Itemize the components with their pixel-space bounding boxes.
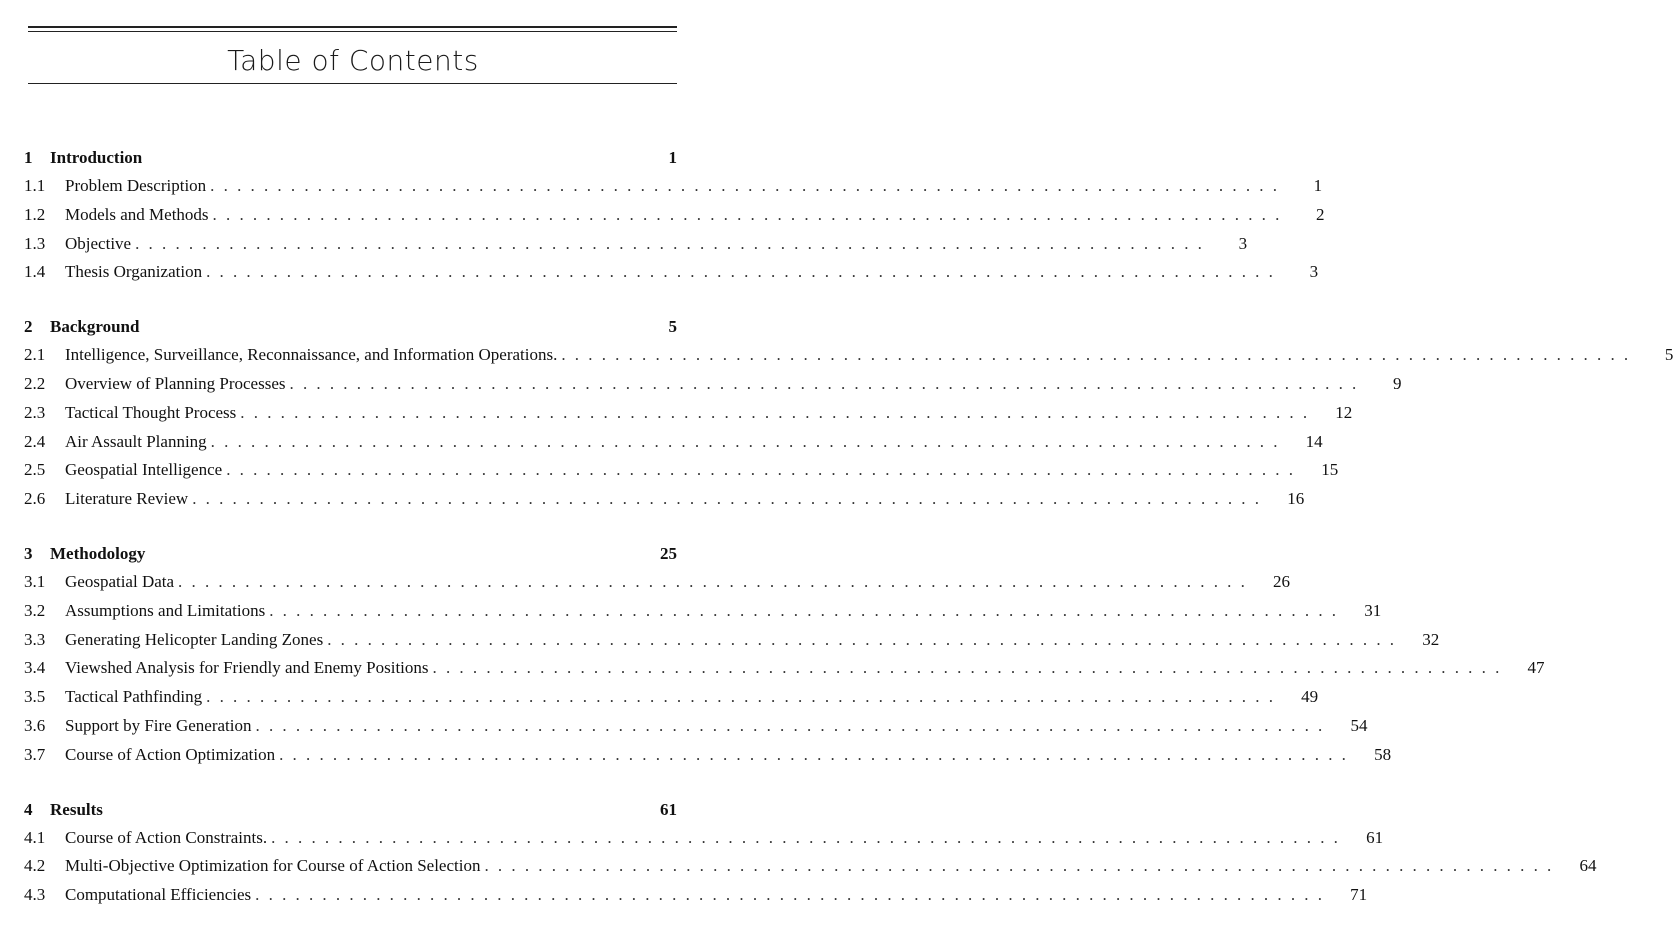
chapter-title: Introduction: [50, 148, 143, 167]
section-title: Air Assault Planning: [65, 431, 207, 451]
section-page: 32: [1422, 629, 1440, 649]
chapter-block: [24, 312, 1673, 514]
chapter-title: Results: [50, 799, 103, 819]
section-title: Generating Helicopter Landing Zones: [65, 629, 324, 649]
section-number: 4.1: [24, 827, 46, 847]
section-title: Objective: [65, 233, 132, 253]
chapter-number: 1: [24, 148, 33, 167]
section-title: Support by Fire Generation: [65, 715, 252, 735]
section-page: 1: [1313, 176, 1323, 195]
section-entry[interactable]: [24, 201, 1325, 230]
section-number: 2.3: [24, 402, 46, 422]
section-entry[interactable]: [24, 370, 1402, 399]
section-entry[interactable]: [24, 485, 1305, 514]
dot-leader: ................................................................................: [271, 827, 1348, 847]
section-page: 9: [1393, 373, 1402, 393]
dot-leader: ................................................................................: [192, 489, 1269, 509]
table-of-contents: [24, 143, 1673, 935]
section-title: Overview of Planning Processes: [65, 373, 286, 393]
dot-leader: ................................................................................: [226, 460, 1303, 480]
section-title: Geospatial Data: [65, 571, 175, 591]
section-title: Tactical Thought Process: [65, 402, 237, 422]
chapter-entry[interactable]: [24, 143, 677, 172]
chapter-block: [24, 795, 1597, 910]
chapter-title: Methodology: [50, 543, 146, 563]
section-number: 3.4: [24, 658, 46, 678]
dot-leader: ................................................................................: [279, 744, 1356, 764]
dot-leader: ................................................................................: [135, 233, 1212, 253]
dot-leader: ................................................................................: [269, 600, 1346, 620]
section-entry[interactable]: [24, 456, 1339, 485]
dot-leader: ................................................................................: [561, 345, 1638, 365]
section-title: Course of Action Optimization: [65, 744, 276, 764]
section-page: 5: [1664, 345, 1673, 365]
section-number: 3.2: [24, 600, 46, 620]
section-number: 1.2: [24, 204, 46, 224]
dot-leader: ................................................................................: [484, 856, 1561, 876]
dot-leader: ................................................................................: [178, 571, 1255, 591]
section-page: 16: [1287, 489, 1305, 509]
header-rule-top: [28, 26, 677, 28]
section-entry[interactable]: [24, 428, 1323, 457]
dot-leader: ................................................................................: [289, 373, 1366, 393]
section-title: Viewshed Analysis for Friendly and Enemy Positions: [65, 658, 429, 678]
section-entry[interactable]: [24, 568, 1291, 597]
section-number: 2.5: [24, 460, 46, 480]
chapter-title: Background: [50, 317, 140, 337]
section-page: 47: [1527, 658, 1545, 678]
chapter-entry[interactable]: [24, 795, 677, 824]
section-page: 49: [1301, 687, 1319, 707]
chapter-entry[interactable]: [24, 312, 677, 341]
chapter-block: [24, 539, 1545, 770]
chapter-entry[interactable]: [24, 539, 677, 568]
section-entry[interactable]: [24, 341, 1673, 370]
section-page: 15: [1321, 460, 1339, 480]
section-entry[interactable]: [24, 824, 1384, 853]
section-entry[interactable]: [24, 626, 1440, 655]
section-title: Intelligence, Surveillance, Reconnaissance, and Information Operations.: [65, 345, 558, 365]
section-page: 54: [1350, 715, 1368, 735]
dot-leader: ................................................................................: [255, 715, 1332, 735]
header-rule-bottom: [28, 83, 677, 84]
chapter-block: [24, 143, 1325, 287]
section-number: 2.1: [24, 345, 46, 365]
section-title: Models and Methods: [65, 204, 209, 224]
dot-leader: ................................................................................: [210, 431, 1287, 451]
section-number: 4.2: [24, 856, 46, 876]
section-entry[interactable]: [24, 683, 1319, 712]
section-title: Multi-Objective Optimization for Course of Action Selection: [65, 856, 481, 876]
section-entry[interactable]: [24, 852, 1597, 881]
chapter-page: 1: [668, 148, 677, 167]
section-entry[interactable]: [24, 258, 1319, 287]
dot-leader: ................................................................................: [240, 402, 1317, 422]
section-number: 3.1: [24, 571, 46, 591]
dot-leader: ................................................................................: [212, 204, 1289, 224]
page-title: Table of Contents: [227, 44, 479, 77]
dot-leader: ................................................................................: [206, 262, 1283, 282]
section-entry[interactable]: [24, 399, 1353, 428]
section-number: 1.1: [24, 176, 46, 195]
section-page: 2: [1316, 204, 1325, 224]
section-page: 58: [1374, 744, 1392, 764]
chapter-page: 25: [660, 543, 677, 563]
chapter-number: 3: [24, 543, 33, 563]
dot-leader: ................................................................................: [255, 885, 1332, 905]
section-entry[interactable]: [24, 712, 1368, 741]
section-page: 12: [1335, 402, 1353, 422]
section-title: Problem Description: [65, 176, 207, 195]
section-number: 3.5: [24, 687, 46, 707]
section-title: Computational Efficiencies: [65, 885, 252, 905]
dot-leader: ................................................................................: [432, 658, 1509, 678]
section-title: Geospatial Intelligence: [65, 460, 223, 480]
section-title: Tactical Pathfinding: [65, 687, 203, 707]
section-title: Assumptions and Limitations: [65, 600, 266, 620]
section-page: 64: [1579, 856, 1597, 876]
section-page: 3: [1309, 262, 1319, 282]
section-number: 2.2: [24, 373, 46, 393]
section-entry[interactable]: [24, 881, 1368, 910]
section-number: 2.6: [24, 489, 46, 509]
section-page: 61: [1366, 827, 1384, 847]
section-number: 3.6: [24, 715, 46, 735]
section-title: Thesis Organization: [65, 262, 203, 282]
section-entry[interactable]: [24, 741, 1392, 770]
section-entry[interactable]: [24, 654, 1545, 683]
section-entry[interactable]: [24, 230, 1248, 259]
chapter-page: 61: [660, 799, 677, 819]
chapter-page: 5: [668, 317, 677, 337]
section-number: 1.4: [24, 262, 46, 282]
section-page: 3: [1238, 233, 1248, 253]
section-page: 26: [1273, 571, 1291, 591]
chapter-number: 2: [24, 317, 33, 337]
section-number: 1.3: [24, 233, 46, 253]
header-rule-top-thin: [28, 31, 677, 32]
dot-leader: ................................................................................: [327, 629, 1404, 649]
section-number: 3.3: [24, 629, 46, 649]
section-title: Literature Review: [65, 489, 189, 509]
section-page: 71: [1350, 885, 1368, 905]
section-entry[interactable]: [24, 172, 1323, 201]
section-entry[interactable]: [24, 597, 1382, 626]
chapter-number: 4: [24, 799, 33, 819]
dot-leader: ................................................................................: [206, 687, 1283, 707]
section-number: 2.4: [24, 431, 46, 451]
section-page: 31: [1364, 600, 1382, 620]
section-number: 3.7: [24, 744, 46, 764]
section-number: 4.3: [24, 885, 46, 905]
section-page: 14: [1305, 431, 1323, 451]
dot-leader: ................................................................................: [210, 176, 1287, 195]
section-title: Course of Action Constraints.: [65, 827, 268, 847]
